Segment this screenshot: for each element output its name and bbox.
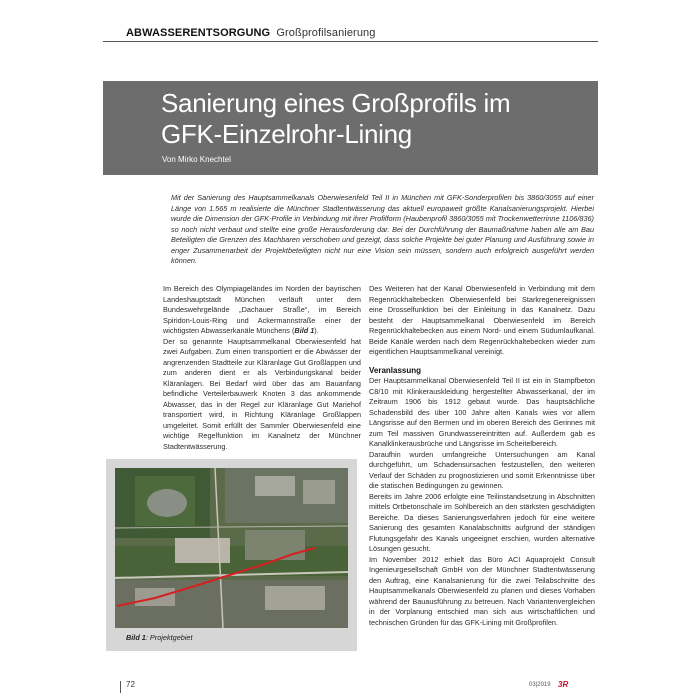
aerial-map-image <box>115 468 348 628</box>
section-rubric <box>126 27 375 39</box>
right-paragraph-1: Des Weiteren hat der Kanal Oberwiesenfeld in Verbindung mit dem Regenrückhaltebecken Oberwiesenfeld bei Starkregenereignissen eine Drosselfunktion bei der Einleitung in das Kanalnetz. Dazu besteht der Hauptsammelkanal Oberwiesenfeld im Bereich Regenrückhaltebecken aus einem Nord- und einem Südumlaufkanal. Beide Kanäle werden nach dem Regenrückhaltebecken wieder zum eigentlichen Hauptsammelkanal vereinigt. <box>369 284 595 356</box>
barracks-area <box>175 538 230 563</box>
left-column <box>163 284 361 452</box>
article-intro: Mit der Sanierung des Hauptsammelkanals Oberwiesenfeld Teil II in München mit GFK-Sonderprofilen bis 3860/3055 auf einer Länge von 1.565 m realisierte die Münchner Stadtentwässerung das aktuell europaweit größte Kanalsanierungsprojekt. Hierbei wurde die Dimension der GFK-Profile in Verbindung mit ihrer Profilform (Haubenprofil 3860/3055 mit Trockenwetterrinne 1106/836) so noch nicht verbaut und stellte eine große Herausforderung dar. Bei der Durchführung der Baumaßnahme haben alle am Bau Beteiligten die Grenzen des Machbaren verschoben und gezeigt, dass solche Projekte bei guter Planung und Ausführung sowie in enger Zusammenarbeit der Projektbeteiligten nicht nur eine Vision sein müssen, sondern auch erfolgreich ausgeführt werden können. <box>171 193 594 265</box>
article-title <box>161 88 510 150</box>
right-column <box>369 284 595 628</box>
left-paragraph-2: Der so genannte Hauptsammelkanal Oberwiesenfeld hat zwei Aufgaben. Zum einen transportiert er die Abwässer der angrenzenden Stadtteile zur Kläranlage Gut Großlappen und zum anderen dient er als Verbindungskanal beider Kläranlagen. Bei Bedarf wird über das am Bauanfang befindliche Verteilerbauwerk Knoten 3 das ankommende Abwasser, das in der Regel zur Kläranlage Gut Mariehof transportiert wird, in Richtung Kläranlage Großlappen umgeleitet. Somit erfüllt der Sammler Oberwiesenfeld eine wichtige Regelfunktion im Kanalnetz der Münchner Stadtentwässerung. <box>163 336 361 451</box>
figure-box <box>106 459 357 651</box>
title-banner <box>103 81 598 175</box>
section-heading: Veranlassung <box>369 365 422 375</box>
building-block <box>303 480 335 504</box>
rubric-subcategory: Großprofilsanierung <box>276 27 376 39</box>
building-block <box>255 476 295 496</box>
green-belt <box>115 546 348 576</box>
page-number: 72 <box>126 680 135 689</box>
figure-caption <box>126 633 193 642</box>
figure-reference: Bild 1 <box>294 326 315 335</box>
footer-divider <box>120 681 121 693</box>
right-paragraph-3: Daraufhin wurden umfangreiche Untersuchungen am Kanal durchgeführt, um Schadensursachen festzustellen, den weiteren Verlauf der Schäden zu prognostizieren und somit Erkenntnisse über die statischen Bedingungen zu gewinnen. <box>369 449 595 490</box>
magazine-logo: 3R <box>558 680 569 689</box>
residential-area <box>245 530 305 560</box>
figure-label: Bild 1 <box>126 633 146 642</box>
rubric-category: ABWASSERENTSORGUNG <box>126 27 271 39</box>
rubric-divider <box>103 41 598 42</box>
figure-caption-text: : Projektgebiet <box>145 633 193 642</box>
stadium-roof <box>147 489 187 517</box>
right-paragraph-4: Bereits im Jahre 2006 erfolgte eine Teilinstandsetzung in Abschnitten mittels Ortbetonschale im Sohlbereich an den stärksten geschädigten Bereiche. Da dieses Sanierungsverfahren jedoch für eine weitere Sanierung des gesamten Kanalabschnitts aufgrund der ständigen Flutungsgefahr des Kanals ungeeignet erschien, wurden alternative Lösungen gesucht. <box>369 491 595 553</box>
article-author: Von Mirko Knechtel <box>162 155 231 164</box>
left-p1-text: Im Bereich des Olympiageländes im Norden der bayrischen Landeshauptstadt München verläuft unter dem Bundeswehrgelände „Dachauer Straße“, im Bereich Spiridon-Louis-Ring und Ackermannstraße einer der wichtigsten Abwasserkanäle Münchens ( <box>163 284 361 335</box>
title-line-2: GFK-Einzelrohr-Lining <box>161 119 412 149</box>
left-paragraph-1 <box>163 284 361 337</box>
left-p1-end: ). <box>314 326 319 335</box>
building-block <box>265 586 325 610</box>
right-paragraph-5: Im November 2012 erhielt das Büro ACI Aquaprojekt Consult Ingenieurgesellschaft GmbH von der Münchner Stadtentwässerung den Auftrag, eine Kanalsanierung für die zwei Teilabschnitte des Hauptsammelkanals Oberwiesenfeld zu planen und dieses Vorhaben während der Bauausführung zu betreuen. Nach Variantenvergleichen in der Vorplanung entschied man sich aus wirtschaftlichen und technischen Gründen für das GFK-Lining mit Großprofilen. <box>369 554 595 627</box>
issue-number: 03|2019 <box>529 682 551 688</box>
right-paragraph-2: Der Hauptsammelkanal Oberwiesenfeld Teil II ist ein in Stampfbeton C8/10 mit Klinkerauskleidung hergestellter Abwasserkanal, der im Zeitraum 1906 bis 1912 gebaut wurde. Das hauptsächliche Schadensbild des über 100 Jahre alten Kanals wies vor allem Längsrisse auf den Bermen und im oberen Bereich des Gerinnes mit zum Teil massiven Grundwassereintritten auf. Außerdem gab es Kanalklinkerausbrüche und Längsrisse im Scheitelbereich. <box>369 376 595 448</box>
title-line-1: Sanierung eines Großprofils im <box>161 88 511 118</box>
